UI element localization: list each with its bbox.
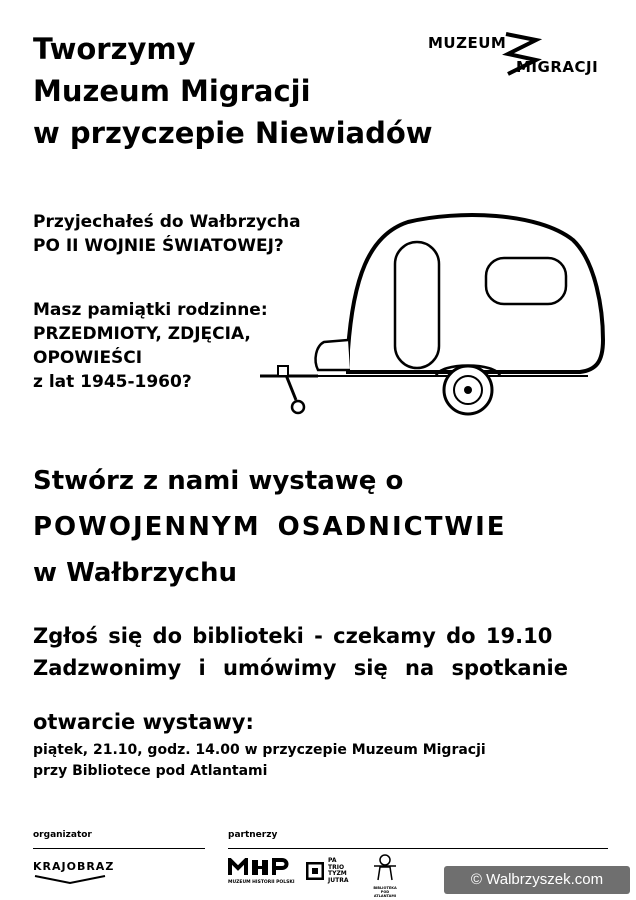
partner-pat-line-4: JUTRA (328, 876, 349, 884)
atlas-figure-icon (370, 852, 400, 882)
partner-mhp-name: MUZEUM HISTORII POLSKI (228, 880, 295, 885)
invitation-block (33, 458, 613, 596)
question-arrival-line-1: Przyjechałeś do Wałbrzycha (33, 212, 301, 232)
opening-detail-line-1: piątek, 21.10, godz. 14.00 w przyczepie Muzeum Migracji (33, 742, 486, 758)
organizer-label: organizator (33, 830, 92, 840)
question-memorabilia-line-3: OPOWIEŚCI (33, 348, 143, 368)
partner-pat-line-1: PA (328, 857, 337, 864)
partner-library-logo (370, 852, 400, 898)
poster-title (33, 28, 453, 154)
opening-details (33, 740, 486, 782)
organizer-divider (33, 848, 205, 849)
partners-divider (228, 848, 608, 849)
question-arrival-line-2: PO II WOJNIE ŚWIATOWEJ? (33, 236, 284, 256)
muzeum-migracji-logo (428, 30, 608, 80)
title-line-2: Muzeum Migracji (33, 74, 311, 108)
question-memorabilia-line-2: PRZEDMIOTY, ZDJĘCIA, (33, 324, 251, 344)
contact-line-1: Zgłoś się do biblioteki - czekamy do 19.10 (33, 624, 553, 648)
question-memorabilia (33, 298, 268, 394)
partner-mhp-logo (228, 858, 293, 890)
opening-detail-line-2: przy Bibliotece pod Atlantami (33, 763, 268, 779)
partner-pat-line-3: TYZM (328, 870, 347, 877)
logo-line-1: MUZEUM (428, 34, 507, 52)
title-line-1: Tworzymy (33, 32, 196, 66)
opening-title: otwarcie wystawy: (33, 710, 254, 734)
invitation-line-3: w Wałbrzychu (33, 558, 237, 588)
mhp-mark-icon (228, 858, 290, 876)
partner-library-name: BIBLIOTEKA POD ATLANTAMI (373, 886, 397, 898)
question-memorabilia-line-4: z lat 1945-1960? (33, 372, 192, 392)
title-line-3: w przyczepie Niewiadów (33, 116, 433, 150)
site-watermark: © Walbrzyszek.com (444, 866, 630, 894)
partners-label: partnerzy (228, 830, 278, 840)
roof-arrow-icon (33, 873, 107, 885)
contact-line-2: Zadzwonimy i umówimy się na spotkanie (33, 656, 568, 680)
organizer-logo (33, 860, 114, 888)
invitation-line-2: POWOJENNYM OSADNICTWIE (33, 512, 507, 542)
contact-block (33, 620, 613, 684)
caravan-illustration (258, 200, 608, 425)
question-memorabilia-line-1: Masz pamiątki rodzinne: (33, 300, 268, 320)
invitation-line-1: Stwórz z nami wystawę o (33, 466, 404, 496)
logo-line-2: MIGRACJI (516, 58, 599, 76)
partner-patriotyzm-logo (306, 858, 356, 888)
organizer-name: KRAJOBRAZ (33, 860, 115, 873)
patriotyzm-mark-icon (306, 862, 324, 880)
partner-pat-line-2: TRIO (328, 863, 345, 871)
